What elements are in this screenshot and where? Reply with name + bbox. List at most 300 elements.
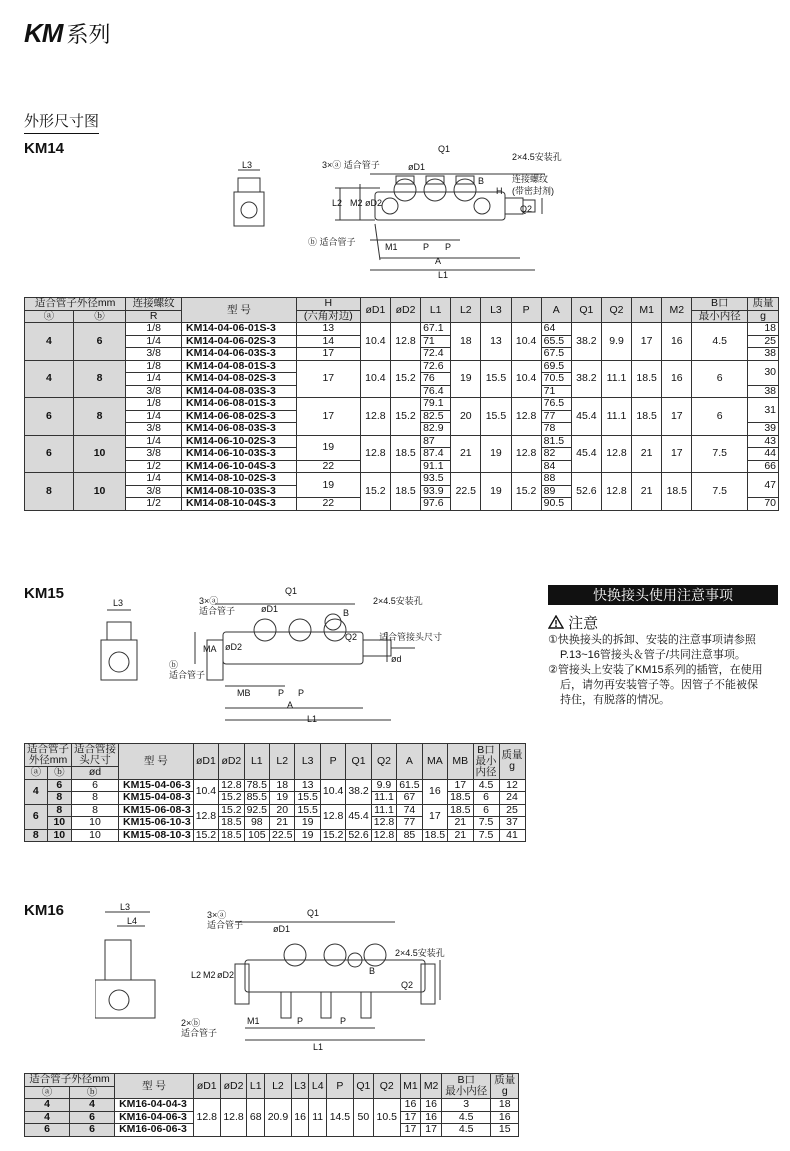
notice-caution (548, 612, 598, 633)
table-row (25, 829, 526, 842)
km15-dim-b-tube: ⓑ (169, 660, 179, 670)
cell-p: 10.4 (511, 360, 541, 398)
cell-a-dim: 64 (541, 323, 571, 336)
cell-l1: 87.4 (421, 448, 451, 461)
cell-model: KM15-06-08-3 (119, 804, 194, 817)
cell-model: KM14-06-08-03S-3 (182, 423, 297, 436)
cell-d2: 15.2 (219, 804, 244, 817)
km14-label: KM14 (24, 140, 65, 157)
cell-p: 15.2 (511, 473, 541, 511)
cell-q2: 12.8 (371, 829, 396, 842)
km15-spec-table (24, 743, 526, 842)
cell-h: 22 (296, 460, 360, 473)
cell-b: 10 (47, 829, 71, 842)
cell-m1: 21 (632, 473, 662, 511)
km16-dim-l2: L2 (191, 970, 202, 980)
km16-dim-q1: Q1 (307, 908, 320, 918)
table-row (25, 779, 526, 792)
cell-m1: 18.5 (632, 398, 662, 436)
km14-dim-d1: øD1 (408, 162, 426, 172)
cell-a: 6 (25, 398, 74, 436)
cell-a-dim: 76.5 (541, 398, 571, 411)
km14-th-r: R (126, 310, 182, 323)
km14-th-m1: M1 (632, 298, 662, 323)
cell-mb: 21 (448, 817, 473, 830)
cell-bport: 7.5 (692, 473, 748, 511)
km16-th-l3: L3 (291, 1074, 309, 1099)
cell-h: 17 (296, 360, 360, 398)
km16-drawing (95, 900, 475, 1060)
cell-m1: 17 (400, 1124, 421, 1137)
km14-side-body (234, 192, 264, 226)
km15-th-d1: øD1 (193, 744, 218, 780)
km15-th-d2: øD2 (219, 744, 244, 780)
cell-l1: 82.9 (421, 423, 451, 436)
km15-dim-d1: øD1 (261, 604, 279, 614)
km15-th-mass-2: g (509, 760, 515, 773)
cell-h: 17 (296, 348, 360, 361)
cell-r: 1/4 (126, 410, 182, 423)
cell-a: 4 (25, 1099, 70, 1112)
cell-l1: 68 (247, 1099, 265, 1137)
cell-q2: 11.1 (371, 792, 396, 805)
km16-dim-m1: M1 (247, 1016, 260, 1026)
cell-h: 14 (296, 335, 360, 348)
cell-a: 4 (25, 323, 74, 361)
cell-model: KM14-06-08-02S-3 (182, 410, 297, 423)
cell-d: 6 (72, 779, 119, 792)
km14-th-p: P (511, 298, 541, 323)
cell-b: 8 (73, 398, 126, 436)
cell-d1: 15.2 (360, 473, 390, 511)
km15-dim-p2: P (298, 688, 305, 698)
cell-a: 6 (25, 1124, 70, 1137)
km14-th-d1: øD1 (360, 298, 390, 323)
notice-item-1a: ①快换接头的拆卸、安装的注意事项请参照 (548, 634, 756, 646)
km15-dim-mb: MB (237, 688, 251, 698)
km14-th-bport: B口 (692, 298, 748, 311)
km14-th-a: ⓐ (25, 310, 74, 323)
notice-caution-label: 注意 (568, 615, 599, 632)
cell-d2: 12.8 (219, 779, 244, 792)
cell-h: 13 (296, 323, 360, 336)
cell-a-dim: 65.5 (541, 335, 571, 348)
cell-bport: 6 (692, 360, 748, 398)
cell-b: 6 (73, 323, 126, 361)
cell-a-dim: 69.5 (541, 360, 571, 373)
notice-item-2b: 后，请勿再安装管子等。因管子不能被保 (560, 679, 758, 691)
cell-d2: 12.8 (220, 1099, 247, 1137)
km15-th-ma: MA (422, 744, 447, 780)
cell-q1: 38.2 (571, 323, 601, 361)
km15-th-q1: Q1 (346, 744, 371, 780)
cell-bport: 7.5 (473, 817, 499, 830)
cell-d1: 12.8 (360, 398, 390, 436)
cell-d2: 18.5 (390, 473, 420, 511)
cell-d2: 18.5 (219, 817, 244, 830)
cell-a: 4 (25, 779, 48, 804)
cell-model: KM15-04-08-3 (119, 792, 194, 805)
cell-l1: 67.1 (421, 323, 451, 336)
cell-l3: 16 (291, 1099, 309, 1137)
cell-b: 4 (70, 1099, 115, 1112)
cell-mb: 18.5 (448, 804, 473, 817)
cell-d: 10 (72, 817, 119, 830)
km15-dim-l1: L1 (307, 714, 318, 724)
cell-l1: 105 (244, 829, 269, 842)
km15-th-bport (473, 744, 499, 780)
km16-dim-d2: øD2 (217, 970, 235, 980)
km14-dim-m2: M2 (350, 198, 363, 208)
km14-side-fitting (238, 178, 260, 192)
km15-th-a-dim: A (397, 744, 422, 780)
km15-th-d: ød (72, 767, 119, 780)
cell-mass: 70 (748, 498, 779, 511)
cell-model: KM14-04-08-03S-3 (182, 385, 297, 398)
notice-header: 快换接头使用注意事项 (548, 585, 778, 605)
cell-bport: 7.5 (473, 829, 499, 842)
cell-a-dim: 90.5 (541, 498, 571, 511)
cell-l1: 72.6 (421, 360, 451, 373)
cell-r: 3/8 (126, 348, 182, 361)
cell-model: KM14-04-08-01S-3 (182, 360, 297, 373)
cell-l1: 76 (421, 373, 451, 386)
km16-dim-l4: L4 (127, 916, 138, 926)
cell-p: 12.8 (511, 435, 541, 473)
cell-r: 3/8 (126, 485, 182, 498)
cell-l1: 87 (421, 435, 451, 448)
km14-th-mass: 质量 (748, 298, 779, 311)
cell-a: 8 (25, 473, 74, 511)
km16-dim-m2: M2 (203, 970, 216, 980)
km16-th-d2: øD2 (220, 1074, 247, 1099)
cell-b: 8 (47, 792, 71, 805)
cell-m2: 17 (662, 435, 692, 473)
cell-r: 1/4 (126, 473, 182, 486)
cell-d1: 12.8 (193, 804, 218, 829)
km16-dim-l1: L1 (313, 1042, 324, 1052)
cell-q1: 45.4 (571, 398, 601, 436)
cell-l3: 15.5 (481, 360, 511, 398)
cell-m1: 17 (400, 1111, 421, 1124)
cell-r: 3/8 (126, 423, 182, 436)
km15-th-plug (72, 744, 119, 767)
cell-m2: 16 (662, 323, 692, 361)
table-row (25, 360, 779, 373)
km16-dim-d1: øD1 (273, 924, 291, 934)
cell-mass: 66 (748, 460, 779, 473)
km15-dim-b: B (343, 608, 350, 618)
km16-th-model: 型 号 (115, 1074, 194, 1099)
cell-r: 1/8 (126, 360, 182, 373)
cell-q2: 12.8 (371, 817, 396, 830)
cell-a-dim: 89 (541, 485, 571, 498)
cell-model: KM14-06-10-04S-3 (182, 460, 297, 473)
cell-r: 1/8 (126, 398, 182, 411)
cell-l1: 76.4 (421, 385, 451, 398)
km15-dim-d: ød (391, 654, 402, 664)
cell-a-dim: 67 (397, 792, 422, 805)
brand-series: 系列 (66, 22, 111, 47)
cell-l1: 72.4 (421, 348, 451, 361)
km15-th-bport-1: B口 (477, 743, 495, 756)
cell-q2: 11.1 (601, 398, 631, 436)
km14-dim-l3: L3 (242, 160, 253, 170)
cell-model: KM14-06-08-01S-3 (182, 398, 297, 411)
cell-q1: 38.2 (571, 360, 601, 398)
cell-d: 8 (72, 804, 119, 817)
km16-th-tube-od: 适合管子外径mm (25, 1074, 115, 1087)
km14-th-model: 型 号 (182, 298, 297, 323)
cell-a-dim: 85 (397, 829, 422, 842)
cell-p: 12.8 (320, 804, 345, 829)
cell-mass: 43 (748, 435, 779, 448)
cell-h: 19 (296, 435, 360, 460)
km16-body (245, 960, 425, 992)
km16-th-m1: M1 (400, 1074, 421, 1099)
notice-item-1b: P.13~16管接头＆管子/共同注意事项。 (560, 649, 746, 661)
cell-model: KM14-04-06-01S-3 (182, 323, 297, 336)
km16-th-bport (441, 1074, 491, 1099)
cell-m2: 17 (662, 398, 692, 436)
cell-r: 1/8 (126, 323, 182, 336)
cell-mass: 25 (499, 804, 525, 817)
cell-l1: 92.5 (244, 804, 269, 817)
cell-model: KM14-04-08-02S-3 (182, 373, 297, 386)
cell-l1: 78.5 (244, 779, 269, 792)
cell-l2: 20 (451, 398, 481, 436)
km16-th-l1: L1 (247, 1074, 265, 1099)
km15-th-tube-od-2: 外径mm (28, 754, 68, 766)
cell-l2: 19 (451, 360, 481, 398)
cell-r: 1/4 (126, 435, 182, 448)
km14-dim-h: H (496, 186, 503, 196)
cell-a-dim: 70.5 (541, 373, 571, 386)
km14-dim-hole: 2×4.5安装孔 (512, 152, 562, 162)
km14-spec-table (24, 297, 779, 511)
table-row (25, 1099, 519, 1112)
cell-a-dim: 77 (397, 817, 422, 830)
cell-p: 10.4 (320, 779, 345, 804)
cell-d2: 18.5 (390, 435, 420, 473)
km14-th-h: H (296, 298, 360, 311)
cell-mb: 18.5 (448, 792, 473, 805)
cell-mass: 44 (748, 448, 779, 461)
km14-th-tube-od: 适合管子外径mm (25, 298, 126, 311)
km16-th-bport-2: 最小内径 (445, 1085, 488, 1097)
cell-l1: 71 (421, 335, 451, 348)
cell-l1: 85.5 (244, 792, 269, 805)
cell-m1: 21 (632, 435, 662, 473)
km15-th-plug-2: 头尺寸 (79, 754, 111, 766)
km14-mount-hole (474, 198, 490, 214)
cell-mass: 30 (748, 360, 779, 385)
cell-b: 10 (73, 435, 126, 473)
km14-th-l3: L3 (481, 298, 511, 323)
cell-d1: 15.2 (193, 829, 218, 842)
km15-th-p: P (320, 744, 345, 780)
km15-th-bport-2: 最小 (475, 754, 497, 767)
km16-th-l2: L2 (265, 1074, 292, 1099)
cell-q2: 9.9 (371, 779, 396, 792)
km14-dim-q2: Q2 (520, 204, 533, 214)
cell-bport: 7.5 (692, 435, 748, 473)
km15-th-model: 型 号 (119, 744, 194, 780)
km16-dim-b: B (369, 966, 376, 976)
cell-bport: 4.5 (473, 779, 499, 792)
km16-th-mass-2: g (501, 1085, 508, 1097)
cell-d: 10 (72, 829, 119, 842)
cell-b: 6 (47, 779, 71, 792)
km16-dim-hole: 2×4.5安装孔 (395, 948, 445, 958)
km15-th-tube-od (25, 744, 72, 767)
km16-dim-p2: P (340, 1016, 347, 1026)
cell-l3: 19 (295, 829, 320, 842)
table-row (25, 435, 779, 448)
cell-h: 17 (296, 398, 360, 436)
cell-a: 8 (25, 829, 48, 842)
cell-mass: 39 (748, 423, 779, 436)
km14-drawing (220, 140, 580, 285)
cell-a-dim: 88 (541, 473, 571, 486)
table-row (25, 817, 526, 830)
cell-a: 4 (25, 1111, 70, 1124)
cell-q2: 9.9 (601, 323, 631, 361)
cell-d1: 10.4 (360, 323, 390, 361)
km14-th-h-sub: (六角对边) (296, 310, 360, 323)
cell-bport: 6 (473, 804, 499, 817)
cell-b: 10 (47, 817, 71, 830)
notice-item-2a: ②管接头上安装了KM15系列的插管，在使用 (548, 664, 763, 676)
cell-l2: 21 (270, 817, 295, 830)
km16-th-m2: M2 (421, 1074, 442, 1099)
km14-dim-q1: Q1 (438, 144, 451, 154)
cell-l3: 19 (481, 435, 511, 473)
cell-p: 10.4 (511, 323, 541, 361)
cell-b: 8 (47, 804, 71, 817)
cell-d: 8 (72, 792, 119, 805)
cell-model: KM16-04-04-3 (115, 1099, 194, 1112)
km15-dim-l3: L3 (113, 598, 124, 608)
cell-mb: 17 (448, 779, 473, 792)
cell-m2: 18.5 (662, 473, 692, 511)
km14-dim-sealant: (带密封剂) (512, 186, 554, 196)
cell-a-dim: 61.5 (397, 779, 422, 792)
cell-d2: 12.8 (390, 323, 420, 361)
cell-l2: 21 (451, 435, 481, 473)
cell-r: 1/2 (126, 498, 182, 511)
km16-th-bport-1: B口 (457, 1074, 475, 1086)
cell-model: KM14-08-10-02S-3 (182, 473, 297, 486)
km16-th-q2: Q2 (373, 1074, 400, 1099)
km16-dim-call-tube2: 适合管子 (207, 920, 244, 930)
cell-model: KM14-06-10-02S-3 (182, 435, 297, 448)
km14-body (375, 192, 505, 220)
cell-m2: 16 (421, 1099, 442, 1112)
cell-h: 19 (296, 473, 360, 498)
km16-dim-b-tube2: 适合管子 (181, 1028, 218, 1038)
cell-r: 1/4 (126, 335, 182, 348)
km16-dim-p1: P (297, 1016, 304, 1026)
cell-mass: 12 (499, 779, 525, 792)
km14-dim-b: B (478, 176, 485, 186)
km14-th-d2: øD2 (390, 298, 420, 323)
km14-th-thread: 连接螺纹 (126, 298, 182, 311)
cell-a-dim: 81.5 (541, 435, 571, 448)
km16-th-d1: øD1 (193, 1074, 220, 1099)
cell-a: 6 (25, 435, 74, 473)
cell-l1: 97.6 (421, 498, 451, 511)
cell-model: KM15-08-10-3 (119, 829, 194, 842)
km14-dim-l1: L1 (438, 270, 449, 280)
cell-b: 10 (73, 473, 126, 511)
km16-th-l4: L4 (309, 1074, 327, 1099)
cell-l4: 11 (309, 1099, 327, 1137)
km14-dim-d2: øD2 (365, 198, 383, 208)
cell-m2: 16 (662, 360, 692, 398)
cell-p: 14.5 (327, 1099, 354, 1137)
cell-r: 1/2 (126, 460, 182, 473)
km16-th-mass (491, 1074, 519, 1099)
km14-th-a-dim: A (541, 298, 571, 323)
cell-b: 6 (70, 1111, 115, 1124)
table-row (25, 792, 526, 805)
km14-th-q1: Q1 (571, 298, 601, 323)
cell-m1: 18.5 (632, 360, 662, 398)
cell-r: 1/4 (126, 373, 182, 386)
km15-label: KM15 (24, 585, 65, 602)
table-row (25, 323, 779, 336)
km14-th-l1: L1 (421, 298, 451, 323)
km16-th-q1: Q1 (353, 1074, 373, 1099)
cell-m2: 16 (421, 1111, 442, 1124)
warning-icon (548, 615, 564, 629)
cell-p: 15.2 (320, 829, 345, 842)
km14-th-q2: Q2 (601, 298, 631, 323)
cell-l2: 22.5 (270, 829, 295, 842)
cell-mass: 18 (491, 1099, 519, 1112)
cell-model: KM15-06-10-3 (119, 817, 194, 830)
cell-mass: 31 (748, 398, 779, 423)
cell-ma: 18.5 (422, 829, 447, 842)
cell-l1: 93.5 (421, 473, 451, 486)
cell-l1: 98 (244, 817, 269, 830)
cell-a-dim: 71 (541, 385, 571, 398)
km15-th-mass-1: 质量 (501, 749, 523, 762)
km14-th-mass-unit: g (748, 310, 779, 323)
km15-th-l2: L2 (270, 744, 295, 780)
km16-label: KM16 (24, 902, 65, 919)
km15-dim-call-tube2: 适合管子 (199, 606, 236, 616)
km15-dim-call-tube: 3×ⓐ (199, 596, 219, 606)
km14-dim-a: A (435, 256, 442, 266)
cell-mass: 41 (499, 829, 525, 842)
cell-q1: 52.6 (346, 829, 371, 842)
cell-bport: 6 (473, 792, 499, 805)
cell-a: 4 (25, 360, 74, 398)
cell-b: 8 (73, 360, 126, 398)
cell-model: KM14-04-06-02S-3 (182, 335, 297, 348)
cell-d1: 10.4 (360, 360, 390, 398)
cell-h: 22 (296, 498, 360, 511)
cell-mass: 37 (499, 817, 525, 830)
km14-th-bport-sub: 最小内径 (692, 310, 748, 323)
cell-model: KM14-04-06-03S-3 (182, 348, 297, 361)
cell-l1: 79.1 (421, 398, 451, 411)
cell-m1: 16 (400, 1099, 421, 1112)
cell-ma: 16 (422, 779, 447, 804)
cell-q2: 12.8 (601, 435, 631, 473)
